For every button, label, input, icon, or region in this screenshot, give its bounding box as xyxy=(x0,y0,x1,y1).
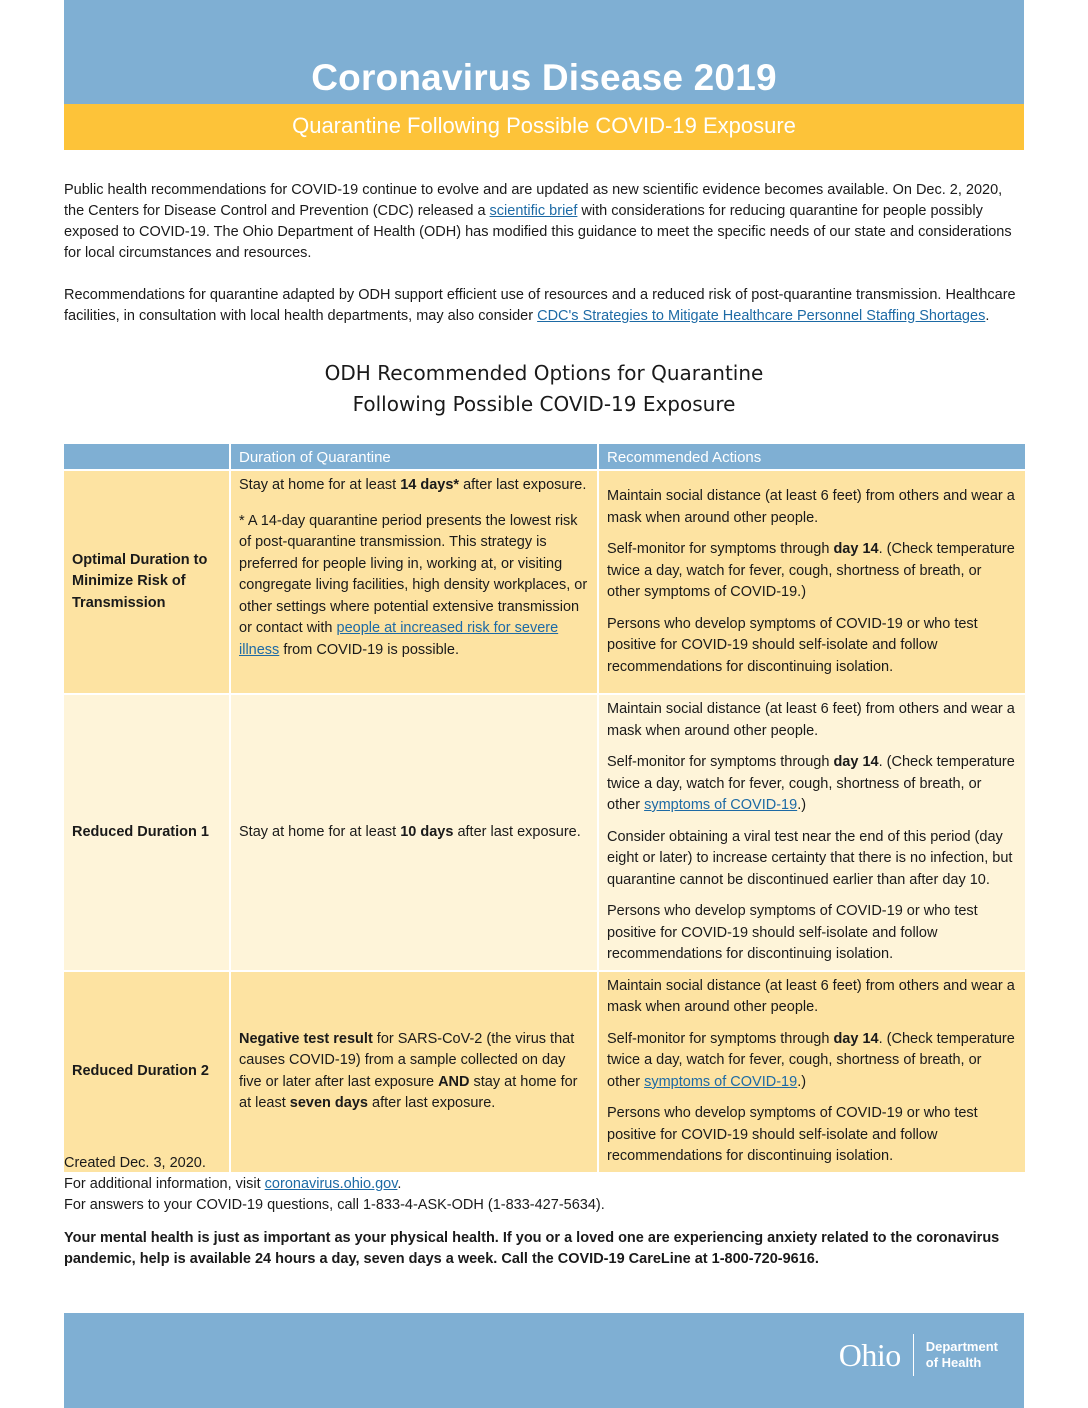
duration-text: after last exposure. xyxy=(453,823,581,840)
intro-paragraph-2 xyxy=(64,285,1024,327)
action-text: Self-monitor for symptoms through xyxy=(607,1030,834,1047)
page-title: Coronavirus Disease 2019 xyxy=(311,57,777,98)
ohio-health-logo xyxy=(839,1333,998,1377)
action-self-monitor xyxy=(607,752,1017,817)
option-reduced-1: Reduced Duration 1 xyxy=(64,694,230,971)
action-self-isolate: Persons who develop symptoms of COVID-19 or who test positive for COVID-19 should self-isolate and follow recommendations for discontinuing isolation. xyxy=(607,1105,978,1164)
info-text: . xyxy=(397,1176,402,1192)
duration-text: stay at home for at least xyxy=(239,1073,578,1111)
section-title-line-2: Following Possible COVID-19 Exposure xyxy=(352,392,736,416)
duration-text: for SARS-CoV-2 (the virus that causes COVID-19) from a sample collected on day five or later after last exposure xyxy=(239,1030,575,1090)
action-self-monitor xyxy=(607,539,1017,604)
duration-bold: 14 days* xyxy=(400,477,460,493)
action-social-distance: Maintain social distance (at least 6 feet) from others and wear a mask when around other people. xyxy=(607,977,1015,1015)
intro-p2-text-b: . xyxy=(985,308,990,324)
actions-optimal xyxy=(598,470,1026,694)
duration-bold: AND xyxy=(438,1073,470,1090)
option-reduced-2: Reduced Duration 2 xyxy=(64,971,230,1172)
table-row-reduced-1 xyxy=(64,694,1026,971)
created-date: Created Dec. 3, 2020. xyxy=(64,1155,206,1171)
intro-text xyxy=(64,180,1024,348)
duration-text: after last exposure. xyxy=(367,1095,496,1111)
duration-text: Stay at home for at least xyxy=(239,823,401,840)
action-self-isolate: Persons who develop symptoms of COVID-19 or who test positive for COVID-19 should self-isolate and follow recommendations for discontinuing isolation. xyxy=(607,903,978,962)
action-social-distance: Maintain social distance (at least 6 feet) from others and wear a mask when around other people. xyxy=(607,701,1015,739)
duration-bold: seven days xyxy=(289,1095,368,1111)
intro-p1-text-b: with considerations for reducing quarantine for people possibly exposed to COVID-19. The Ohio Department of Health (ODH) has modified this guidance to meet the specific needs of our state and considerations for local circumstances and resources. xyxy=(64,203,1012,261)
action-text: Self-monitor for symptoms through xyxy=(607,754,834,770)
quarantine-options-table xyxy=(64,444,1027,1172)
duration-optimal-main xyxy=(239,475,589,497)
intro-paragraph-1 xyxy=(64,180,1024,264)
action-text: .) xyxy=(797,1073,807,1090)
duration-reduced-1 xyxy=(230,694,598,971)
header-title-band xyxy=(64,0,1024,104)
cdc-strategies-link[interactable]: CDC's Strategies to Mitigate Healthcare Personnel Staffing Shortages xyxy=(537,308,986,324)
increased-risk-link[interactable]: people at increased risk for severe illness xyxy=(239,620,559,658)
action-text: . (Check temperature twice a day, watch for fever, cough, shortness of breath, or other xyxy=(607,1030,1015,1090)
note-text: * A 14-day quarantine period presents the lowest risk of post-quarantine transmission. This strategy is preferred for people living in, working at, or visiting congregate living facilities, high density workplaces, or other settings where potential extensive transmission or contact with xyxy=(239,512,588,636)
logo-department-text xyxy=(926,1339,998,1371)
duration-text: after last exposure. xyxy=(459,477,587,493)
section-title-line-1: ODH Recommended Options for Quarantine xyxy=(324,361,764,385)
footer-band xyxy=(64,1313,1024,1408)
duration-reduced-2-main xyxy=(239,1029,589,1115)
section-title xyxy=(64,358,1024,420)
note-text: from COVID-19 is possible. xyxy=(279,641,459,658)
symptoms-link[interactable]: symptoms of COVID-19 xyxy=(644,797,798,813)
duration-text: Stay at home for at least xyxy=(239,477,401,493)
footer-notes xyxy=(64,1153,1024,1216)
header-subtitle-band xyxy=(64,104,1024,150)
logo-dept-line-2: of Health xyxy=(925,1355,982,1370)
mental-health-notice: Your mental health is just as important as your physical health. If you or a loved one are experiencing anxiety related to the coronavirus pandemic, help is available 24 hours a day, seven days a week. Call the COVID-19 CareLine at 1-800-720-9616. xyxy=(64,1230,1000,1267)
scientific-brief-link[interactable]: scientific brief xyxy=(489,203,578,219)
duration-optimal xyxy=(230,470,598,694)
duration-bold: 10 days xyxy=(400,823,454,840)
duration-optimal-note xyxy=(239,511,589,662)
duration-reduced-2 xyxy=(230,971,598,1172)
action-text: . (Check temperature twice a day, watch for fever, cough, shortness of breath, or other xyxy=(607,754,1015,813)
logo-ohio-wordmark: Ohio xyxy=(838,1337,901,1373)
action-self-isolate: Persons who develop symptoms of COVID-19 or who test positive for COVID-19 should self-isolate and follow recommendations for discontinuing isolation. xyxy=(607,615,978,675)
option-optimal: Optimal Duration to Minimize Risk of Transmission xyxy=(64,470,230,694)
logo-divider xyxy=(913,1334,914,1376)
action-text: Self-monitor for symptoms through xyxy=(607,541,834,557)
action-bold: day 14 xyxy=(833,1030,879,1047)
header-duration: Duration of Quarantine xyxy=(230,444,598,470)
info-line xyxy=(64,1174,1024,1195)
action-viral-test: Consider obtaining a viral test near the end of this period (day eight or later) to increase certainty that there is no infection, but quarantine cannot be discontinued earlier than after day 10. xyxy=(607,828,1013,888)
intro-p1-text-a: Public health recommendations for COVID-19 continue to evolve and are updated as new scientific evidence becomes available. On Dec. 2, 2020, the Centers for Disease Control and Prevention (CDC) released a xyxy=(64,182,1003,219)
header-actions: Recommended Actions xyxy=(598,444,1026,470)
info-text: For additional information, visit xyxy=(64,1176,265,1192)
action-bold: day 14 xyxy=(833,541,879,557)
duration-reduced-1-main xyxy=(239,822,589,844)
table-row-reduced-2 xyxy=(64,971,1026,1172)
action-self-monitor xyxy=(607,1029,1017,1094)
header-option xyxy=(64,444,230,470)
table-header-row xyxy=(64,444,1026,470)
intro-p2-text-a: Recommendations for quarantine adapted by ODH support efficient use of resources and a reduced risk of post-quarantine transmission. Healthcare facilities, in consultation with local health departments, may also consider xyxy=(64,287,1016,324)
coronavirus-ohio-link[interactable]: coronavirus.ohio.gov xyxy=(264,1176,398,1192)
actions-reduced-2 xyxy=(598,971,1026,1172)
page-header xyxy=(64,0,1024,150)
action-social-distance: Maintain social distance (at least 6 feet) from others and wear a mask when around other people. xyxy=(607,488,1015,526)
actions-reduced-1 xyxy=(598,694,1026,971)
action-text: .) xyxy=(797,797,807,813)
page-subtitle: Quarantine Following Possible COVID-19 Exposure xyxy=(292,113,796,138)
logo-dept-line-1: Department xyxy=(925,1339,998,1354)
duration-bold: Negative test result xyxy=(239,1030,373,1047)
action-bold: day 14 xyxy=(833,754,879,770)
symptoms-link[interactable]: symptoms of COVID-19 xyxy=(644,1073,798,1090)
questions-line: For answers to your COVID-19 questions, call 1-833-4-ASK-ODH (1-833-427-5634). xyxy=(64,1197,605,1213)
action-text: . (Check temperature twice a day, watch for fever, cough, shortness of breath, or other symptoms of COVID-19.) xyxy=(607,541,1015,600)
table-row-optimal xyxy=(64,470,1026,694)
